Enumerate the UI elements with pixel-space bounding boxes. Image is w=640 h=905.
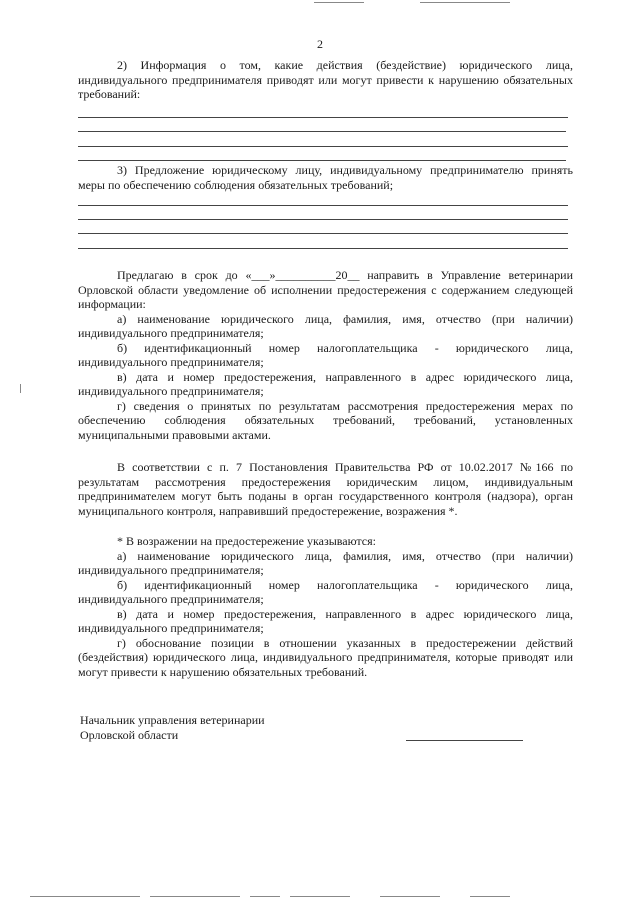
section-3-fill-line-1 [78,205,568,206]
signature-title-line-2: Орловской области [80,728,179,742]
signature-line [406,740,523,741]
scan-artifact-top-2 [420,2,510,3]
section-2-fill-line-4 [78,160,566,161]
proposal-item-a: а) наименование юридического лица, фамилия, имя, отчество (при наличии) индивидуального предпринимателя; [78,311,573,340]
objection-item-b: б) идентификационный номер налогоплательщика - юридического лица, индивидуального предпринимателя; [78,577,573,606]
objection-item-a: а) наименование юридического лица, фамилия, имя, отчество (при наличии) индивидуального предпринимателя; [78,548,573,577]
scan-artifact-bottom-3 [250,896,280,897]
proposal-item-b: б) идентификационный номер налогоплательщика - юридического лица, индивидуального предпринимателя; [78,340,573,369]
proposal-intro: Предлагаю в срок до «___»__________20__ направить в Управление ветеринарии Орловской области уведомление об исполнении предостережения с содержанием следующей информации: [78,268,573,311]
objection-item-c: в) дата и номер предостережения, направленного в адрес юридического лица, индивидуального предпринимателя; [78,606,573,635]
signature-title-line-1: Начальник управления ветеринарии [80,713,265,727]
section-2-fill-line-1 [78,117,568,118]
scan-artifact-top-1 [314,2,364,3]
section-2-fill-line-2 [78,131,566,132]
section-2-fill-line-3 [78,146,568,147]
section-3-fill-line-4 [78,248,568,249]
proposal-block [78,268,573,442]
page-number: 2 [317,37,323,51]
section-3-fill-line-3 [78,233,568,234]
proposal-item-c: в) дата и номер предостережения, направленного в адрес юридического лица, индивидуального предпринимателя; [78,369,573,398]
scan-artifact-bottom-6 [470,896,510,897]
scan-artifact-bottom-1 [30,896,140,897]
scan-artifact-left [20,384,21,393]
scan-artifact-bottom-4 [290,896,350,897]
section-3-proposal: 3) Предложение юридическому лицу, индивидуальному предпринимателю принять меры по обеспечению соблюдения обязательных требований; [78,163,573,192]
signature-block [80,713,265,743]
scan-artifact-bottom-5 [380,896,440,897]
objection-block [78,534,573,679]
section-2-info: 2) Информация о том, какие действия (бездействие) юридического лица, индивидуального предпринимателя приводят или могут привести к нарушению обязательных требований: [78,58,573,101]
objection-item-d: г) обоснование позиции в отношении указанных в предостережении действий (бездействия) юридического лица, индивидуального предпринимателя, которые приводят или могут привести к нарушению обязательных требований. [78,635,573,679]
objection-intro: * В возражении на предостережение указываются: [117,534,376,548]
proposal-item-d: г) сведения о принятых по результатам рассмотрения предостережения мерах по обеспечению соблюдения обязательных требований, требований, установленных муниципальными правовыми актами. [78,398,573,442]
regulation-paragraph: В соответствии с п. 7 Постановления Правительства РФ от 10.02.2017 №166 по результатам рассмотрения предостережения юридическим лицом, индивидуальным предпринимателем могут быть поданы в орган государственного контроля (надзора), орган муниципального контроля, направивший предостережение, возражения *. [78,460,573,518]
scan-artifact-bottom-2 [150,896,240,897]
section-3-fill-line-2 [78,219,568,220]
